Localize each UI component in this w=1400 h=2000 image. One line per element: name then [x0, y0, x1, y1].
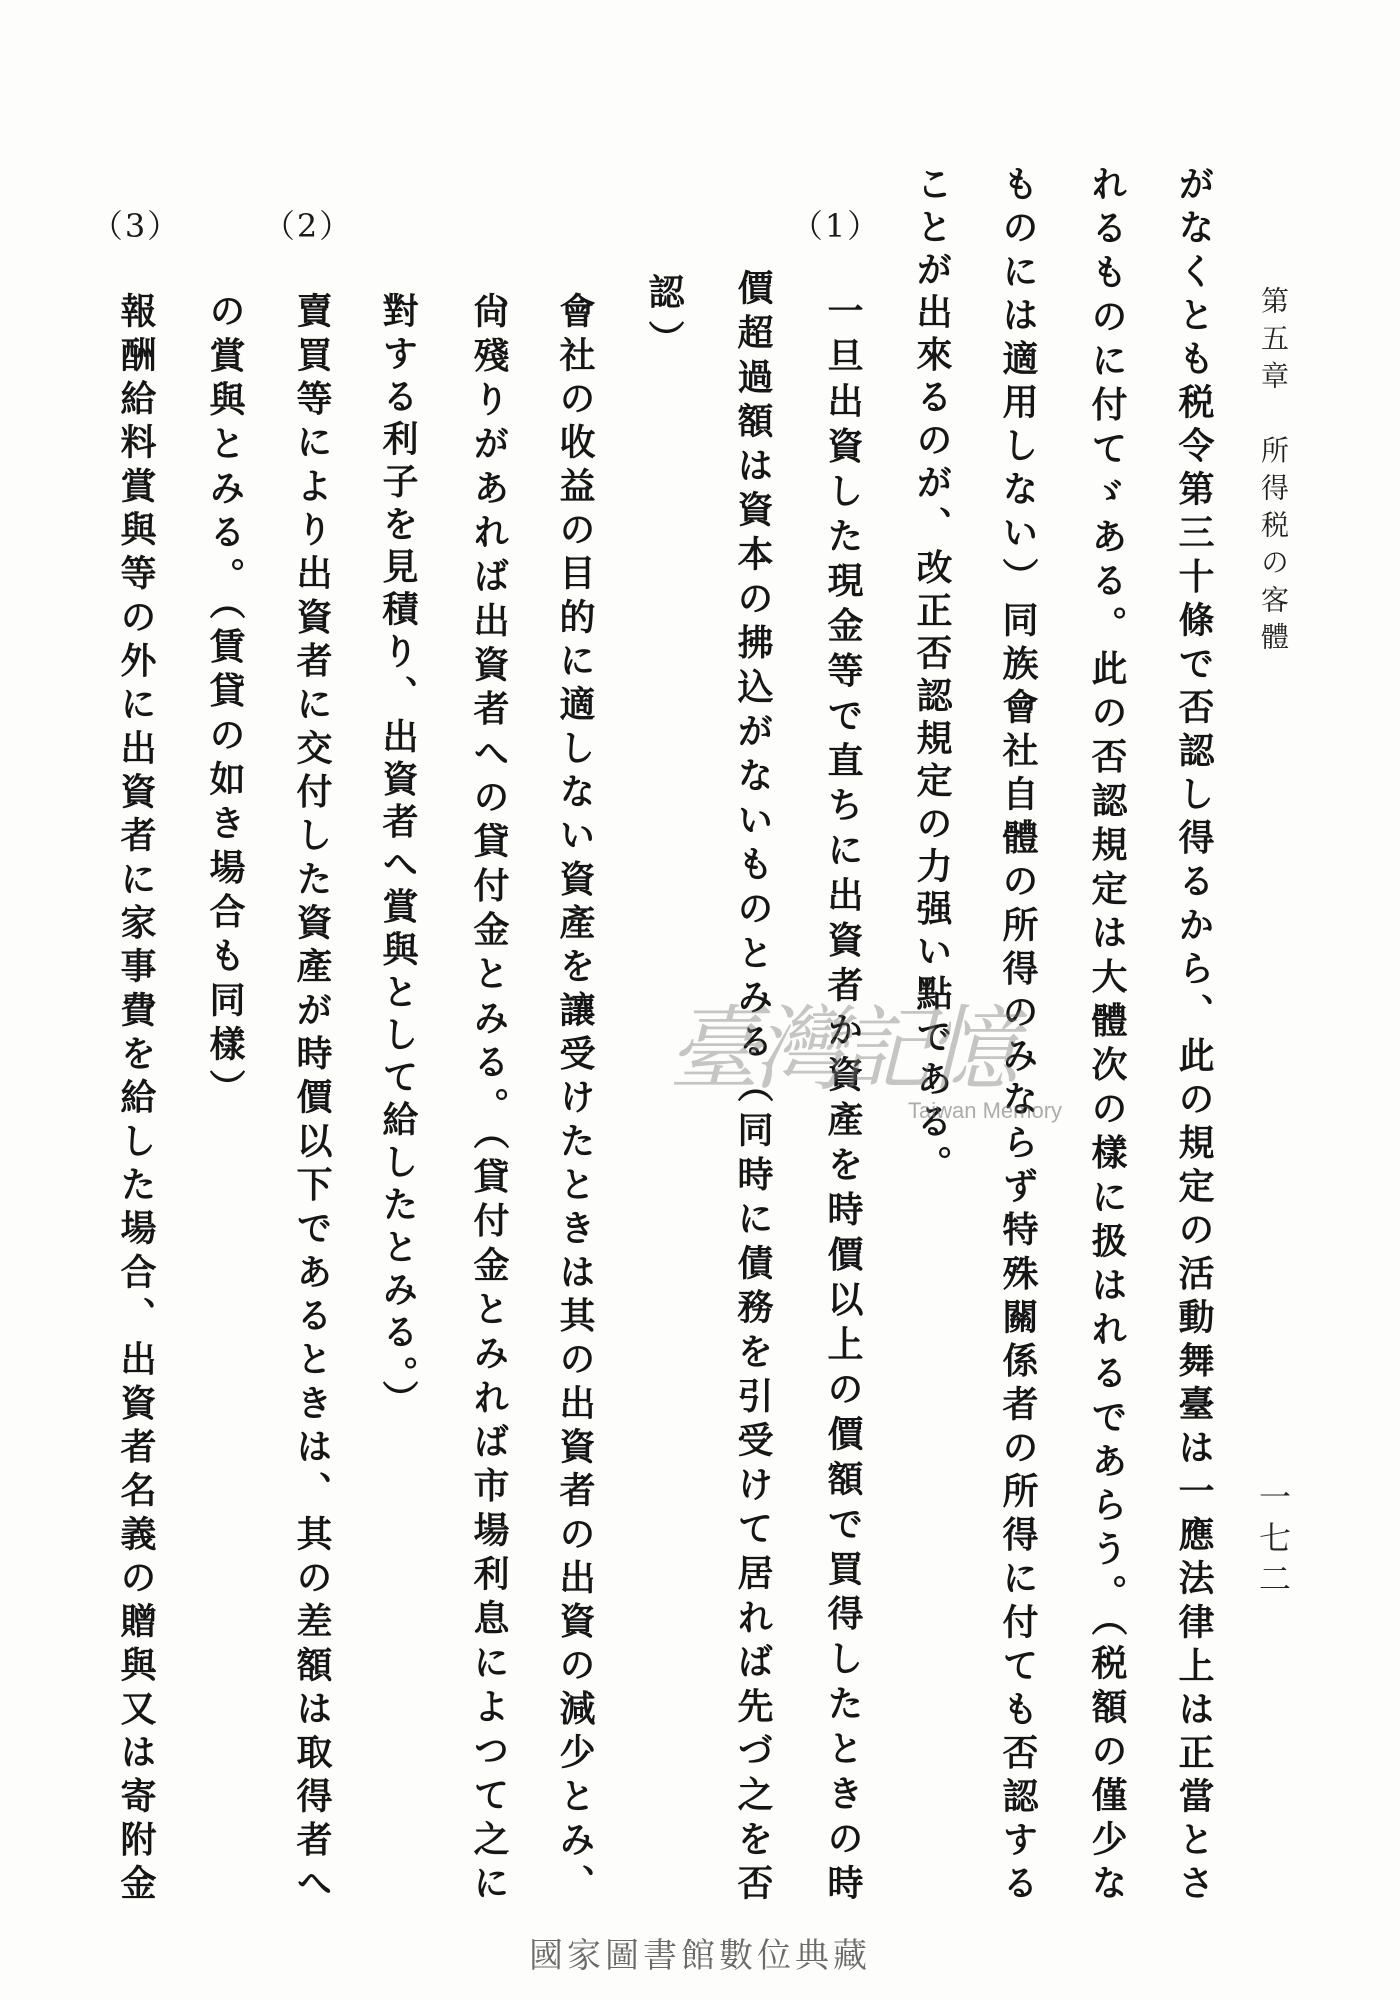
text-column: ことが出來るのが、改正否認規定の力强い點である。 — [911, 165, 953, 1182]
text-column: 會社の收益の目的に適しない資產を讓受けたときは其の出資者の出資の減少とみ、 — [554, 292, 596, 1900]
text-column: ものには適用しない）同族會社自體の所得のみならず特殊關係者の所得に付ても否認する — [997, 165, 1039, 1900]
watermark-subtext: Taiwan Memory — [908, 1098, 1063, 1123]
running-head: 第五章 所得税の客體 — [1257, 286, 1290, 650]
text-column: 認） — [643, 273, 685, 356]
text-column: 一旦出資した現金等で直ちに出資者か資產を時價以上の價額で買得したときの時 — [822, 292, 864, 1901]
text-column: れるものに付てゞある。此の否認規定は大體次の樣に扱はれるであらう。（税額の僅少な — [1086, 165, 1128, 1900]
text-column: がなくとも税令第三十條で否認し得るから、此の規定の活動舞臺は一應法律上は正當とさ — [1173, 165, 1215, 1900]
text-column: 賣買等により出資者に交付した資產が時價以下であるときは、其の差額は取得者へ — [291, 292, 333, 1900]
text-column: 價超過額は資本の拂込がないものとみる（同時に債務を引受けて居れば先づ之を否 — [732, 269, 774, 1900]
item-number-label: （1） — [790, 207, 882, 245]
text-column: の賞與とみる。（賃貸の如き場合も同樣） — [204, 292, 246, 1105]
library-credit: 國家圖書館數位典藏 — [529, 1936, 871, 1976]
item-number-label: （2） — [262, 207, 354, 245]
page-number: 一七二 — [1254, 1480, 1292, 1594]
text-column: 對する利子を見積り、出資者へ賞與として給したとみる。） — [377, 292, 419, 1416]
text-column: 報酬給料賞與等の外に出資者に家事費を給した場合、出資者名義の贈與又は寄附金 — [115, 292, 157, 1900]
watermark-text: 臺灣記憶 — [668, 996, 1013, 1103]
text-column: 尙殘りがあれば出資者への貸付金とみる。（貸付金とみれば市場利息によつて之に — [468, 292, 510, 1900]
item-number-label: （3） — [90, 207, 182, 245]
